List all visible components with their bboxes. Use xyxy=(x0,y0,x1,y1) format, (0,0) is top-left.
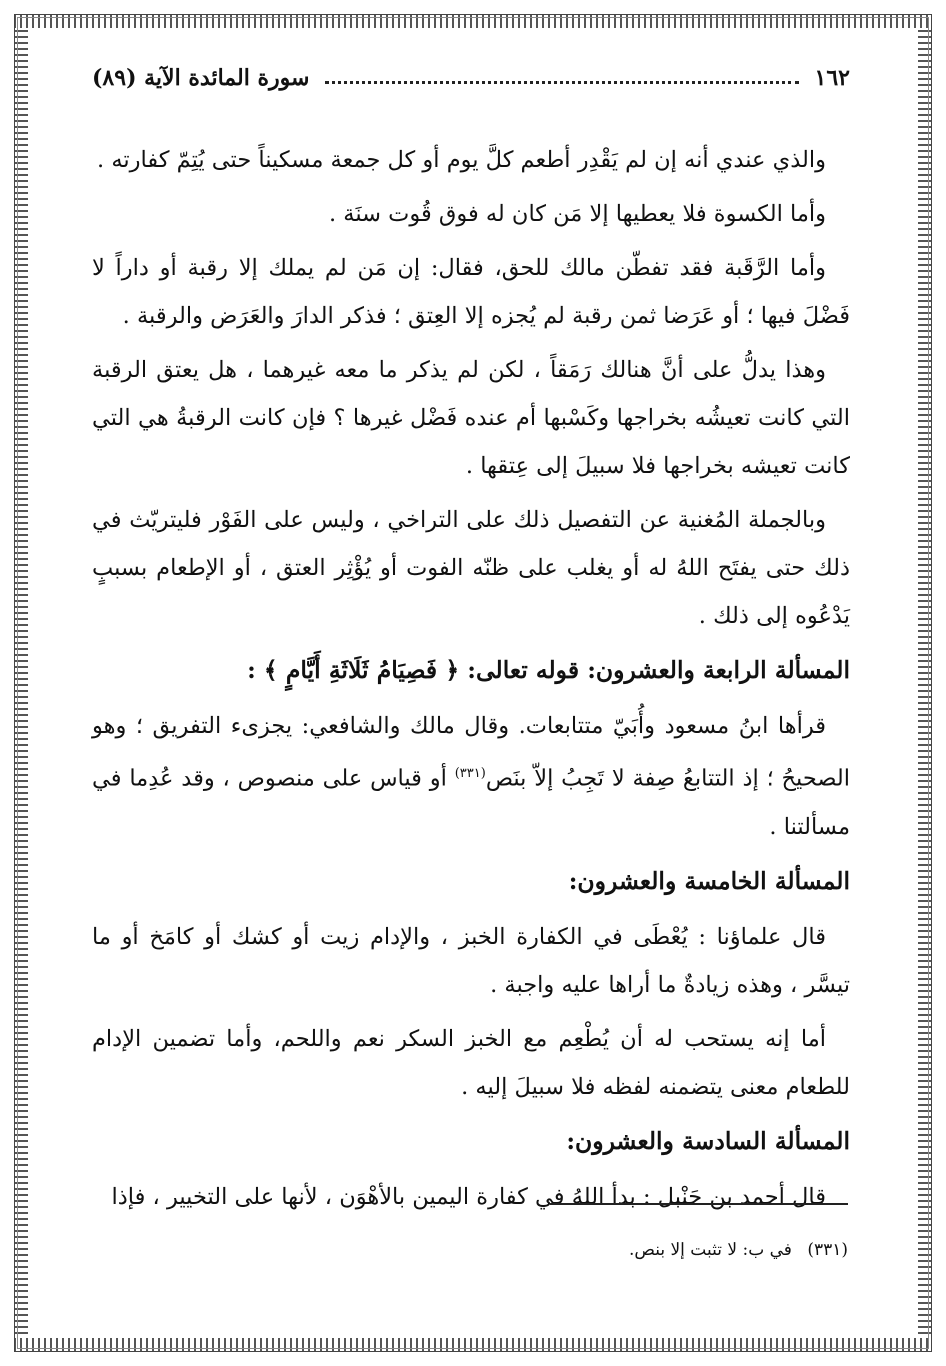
footnote-reference: (٣٣١) xyxy=(454,766,486,781)
quranic-verse: ﴿ فَصِيَامُ ثَلَاثَةِ أَيَّامٍ ﴾ xyxy=(263,656,460,684)
footnote xyxy=(148,1237,848,1263)
footnote-separator xyxy=(550,1203,848,1205)
section-heading: المسألة الخامسة والعشرون: xyxy=(568,866,850,895)
page-number: ١٦٢ xyxy=(814,65,850,91)
paragraph: قال أحمد بن حَنْبل : بدأ اللهُ في كفارة اليمين بالأهْوَن ، لأنها على التخيير ، فإذا xyxy=(111,1183,826,1210)
paragraph: والذي عندي أنه إن لم يَقْدِر أطعم كلَّ يوم أو كل جمعة مسكيناً حتى يُتِمّ كفارته . xyxy=(97,147,826,173)
paragraph: قال علماؤنا : يُعْطَى في الكفارة الخبز ، والإدام زيت أو كشك أو كامَخ أو ما تيسَّر ، وهذه زيادةٌ ما أراها عليه واجبة . xyxy=(92,923,850,998)
paragraph: أما إنه يستحب له أن يُطْعِم مع الخبز السكر نعم واللحم، وأما تضمين الإدام للطعام معنى يتضمنه لفظه فلا سبيلَ إليه . xyxy=(92,1025,850,1100)
section-heading xyxy=(92,646,850,694)
heading-text: المسألة الرابعة والعشرون: قوله تعالى: xyxy=(459,656,850,684)
footnote-text: في ب: لا تثبت إلا بنص. xyxy=(628,1240,792,1260)
paragraph: وأما الرَّقَبة فقد تفطّن مالك للحق، فقال: إن مَن لم يملك إلا رقبة أو داراً لا فَضْلَ فيها ؛ أو عَرَضا ثمن رقبة لم يُجزه إلا العِتق ؛ فذكر الدارَ والعَرَض والرقبة . xyxy=(92,255,850,329)
page-header xyxy=(92,58,850,98)
book-page xyxy=(92,58,850,1227)
header-dotted-leader xyxy=(325,81,798,84)
heading-tail: : xyxy=(247,656,264,684)
paragraph xyxy=(92,702,850,851)
paragraph: وهذا يدلُّ على أنَّ هنالك رَمَقاً ، لكن لم يذكر ما معه غيرهما ، هل يعتق الرقبة التي كانت تعيشُه بخراجها وكَسْبها أم عنده فَضْل غيرها ؟ فإن كانت الرقبةُ هي التي كانت تعيشه بخراجها فلا سبيلَ إلى عِتقها . xyxy=(92,357,850,479)
page-body xyxy=(92,136,850,1221)
paragraph: وأما الكسوة فلا يعطيها إلا مَن كان له فوق قُوت سنَة . xyxy=(328,201,826,227)
section-heading: المسألة السادسة والعشرون: xyxy=(566,1126,850,1155)
paragraph-text: أو قياس على منصوص ، وقد عُدِما في مسألتنا . xyxy=(92,765,850,840)
footnote-number: (٣٣١) xyxy=(807,1240,848,1260)
paragraph: وبالجملة المُغنية عن التفصيل ذلك على التراخي ، وليس على الفَوْر فليتريّث في ذلك حتى يفتَح اللهُ له أو يغلب على ظنّه الفوت أو يُؤْثِر العتق ، أو الإطعام بسببٍ يَدْعُوه إلى ذلك . xyxy=(92,507,850,629)
running-title: سورة المائدة الآية (٨٩) xyxy=(92,65,310,91)
paragraph-text: قرأها ابنُ مسعود وأُبَيّ متتابعات. وقال مالك والشافعي: يجزىء التفريق ؛ وهو الصحيحُ ؛ إذ التتابعُ صِفة لا تَجِبُ إلاّ بنَص xyxy=(92,713,850,792)
